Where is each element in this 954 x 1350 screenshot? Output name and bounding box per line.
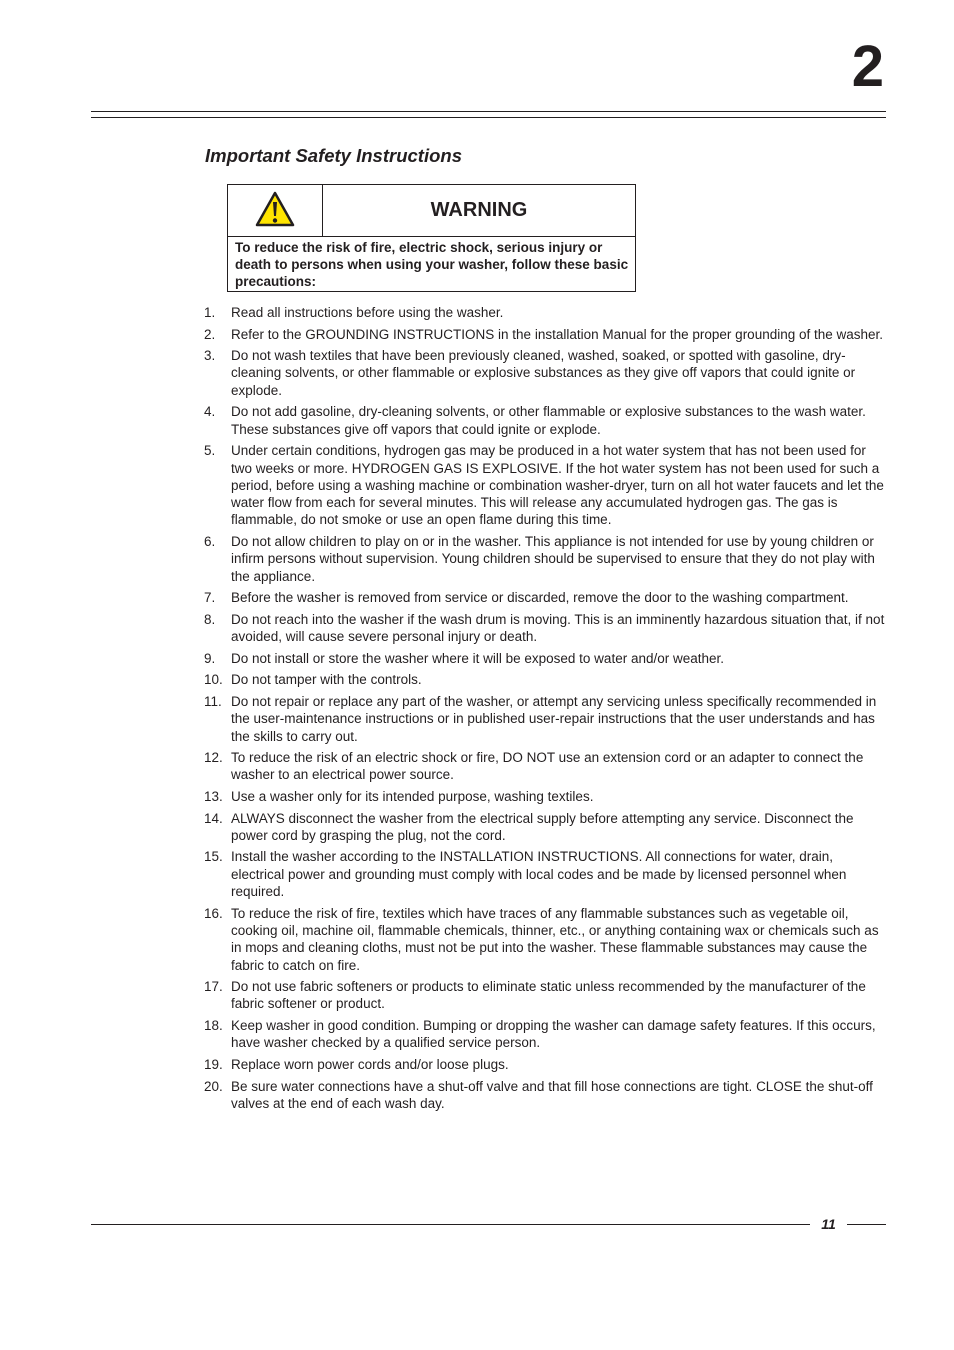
list-item-number: 2.: [204, 326, 216, 342]
list-item-text: Be sure water connections have a shut-off valve and that fill hose connections are tight. CLOSE the shut-off valves at the end of each wash day.: [231, 1078, 873, 1111]
list-item-number: 7.: [204, 590, 216, 606]
list-item: [204, 304, 887, 321]
page-number: 11: [821, 1216, 836, 1232]
list-item: [204, 1017, 887, 1052]
list-item-text: Do not reach into the washer if the wash drum is moving. This is an imminently hazardous situation that, if not avoided, will cause severe personal injury or death.: [231, 611, 885, 645]
list-item-number: 19.: [204, 1056, 223, 1072]
list-item: [204, 978, 887, 1013]
list-item: [204, 1056, 887, 1073]
list-item: [204, 1078, 887, 1113]
list-item-text: Replace worn power cords and/or loose plugs.: [231, 1056, 509, 1072]
list-item-text: Keep washer in good condition. Bumping or dropping the washer can damage safety features. If this occurs, have washer checked by a qualified service person.: [231, 1018, 876, 1051]
list-item-text: Do not install or store the washer where it will be exposed to water and/or weather.: [231, 650, 725, 666]
footer-rule: [91, 1224, 810, 1225]
list-item: [204, 905, 887, 974]
list-item-number: 1.: [204, 305, 216, 320]
warning-triangle-icon: [255, 191, 295, 227]
list-item: [204, 749, 887, 784]
warning-icon-cell: [228, 185, 323, 236]
list-item-text: Use a washer only for its intended purpose, washing textiles.: [231, 788, 594, 804]
list-item: [204, 589, 887, 606]
list-item-text: Before the washer is removed from service or discarded, remove the door to the washing compartment.: [231, 590, 849, 606]
warning-title: WARNING: [430, 199, 528, 221]
chapter-number: 2: [851, 34, 884, 99]
list-item-number: 5.: [204, 443, 216, 459]
list-item-text: Do not wash textiles that have been previously cleaned, washed, soaked, or spotted with gasoline, dry-cleaning solvents, or other flammable or explosive substances as they give off vapors that could ignite or explode.: [231, 348, 856, 398]
list-item-text: To reduce the risk of fire, textiles which have traces of any flammable substances such as vegetable oil, cooking oil, machine oil, flammable chemicals, thinner, etc., or anything containing wax or chemicals such as in mops and cleaning cloths, must not be put into the washer. These flammable substances may cause the fabric to catch on fire.: [231, 905, 879, 973]
list-item-number: 8.: [204, 611, 216, 627]
list-item-number: 10.: [204, 672, 223, 688]
header-rule-thin: [91, 117, 886, 118]
list-item-text: Install the washer according to the INSTALLATION INSTRUCTIONS. All connections for water, drain, electrical power and grounding must comply with local codes and be made by licensed personnel when required.: [231, 849, 847, 900]
list-item: [204, 347, 887, 399]
list-item-text: Do not repair or replace any part of the washer, or attempt any servicing unless specifically recommended in the user-maintenance instructions or in published user-repair instructions that the user understands and has the skills to carry out.: [231, 693, 877, 744]
list-item-number: 18.: [204, 1018, 223, 1034]
list-item-number: 11.: [204, 693, 222, 709]
list-item-text: To reduce the risk of an electric shock or fire, DO NOT use an extension cord or an adapter to connect the washer to an electrical power source.: [231, 750, 864, 783]
list-item-text: Do not allow children to play on or in the washer. This appliance is not intended for use by young children or infirm persons without supervision. Young children should be supervised to ensure that they do not play with the appliance.: [231, 534, 875, 584]
list-item: [204, 403, 887, 438]
header-rule: [91, 111, 886, 112]
list-item-text: Under certain conditions, hydrogen gas may be produced in a hot water system that has not been used for two weeks or more. HYDROGEN GAS IS EXPLOSIVE. If the hot water system has not been used for such a period, before using a washing machine or combination washer-dryer, turn on all hot water faucets and let the water flow from each for several minutes. This will release any accumulated hydrogen gas. The gas is flammable, do not smoke or use an open flame during this time.: [231, 443, 884, 528]
list-item-text: Do not use fabric softeners or products to eliminate static unless recommended by the manufacturer of the fabric softener or product.: [231, 979, 866, 1012]
instructions-list: [204, 304, 887, 1116]
warning-box: [227, 184, 636, 292]
footer-rule-right: [847, 1224, 886, 1225]
list-item-text: Do not tamper with the controls.: [231, 672, 422, 688]
list-item: [204, 442, 887, 528]
list-item-number: 16.: [204, 905, 223, 921]
list-item-number: 20.: [204, 1078, 223, 1094]
list-item: [204, 848, 887, 900]
list-item-number: 15.: [204, 849, 223, 865]
list-item-text: Read all instructions before using the washer.: [231, 305, 504, 320]
list-item-number: 14.: [204, 810, 223, 826]
list-item: [204, 611, 887, 646]
list-item-number: 12.: [204, 750, 223, 766]
list-item: [204, 326, 887, 343]
list-item: [204, 788, 887, 805]
warning-text: To reduce the risk of fire, electric shock, serious injury or death to persons when using your washer, follow these basic precautions:: [235, 240, 629, 289]
list-item-text: Refer to the GROUNDING INSTRUCTIONS in the installation Manual for the proper grounding of the washer.: [231, 326, 884, 342]
list-item-number: 9.: [204, 650, 216, 666]
list-item-number: 4.: [204, 404, 216, 420]
list-item-text: Do not add gasoline, dry-cleaning solvents, or other flammable or explosive substances to the wash water. These substances give off vapors that could ignite or explode.: [231, 404, 866, 437]
warning-header: [228, 185, 635, 237]
list-item: [204, 810, 887, 845]
list-item: [204, 693, 887, 745]
list-item-number: 17.: [204, 979, 223, 995]
section-title: Important Safety Instructions: [205, 145, 462, 166]
list-item: [204, 533, 887, 585]
list-item-number: 3.: [204, 348, 216, 364]
list-item-text: ALWAYS disconnect the washer from the electrical supply before attempting any service. Disconnect the power cord by grasping the plug, not the cord.: [231, 810, 854, 843]
list-item: [204, 671, 887, 688]
list-item-number: 6.: [204, 534, 216, 550]
list-item: [204, 650, 887, 667]
list-item-number: 13.: [204, 788, 223, 804]
